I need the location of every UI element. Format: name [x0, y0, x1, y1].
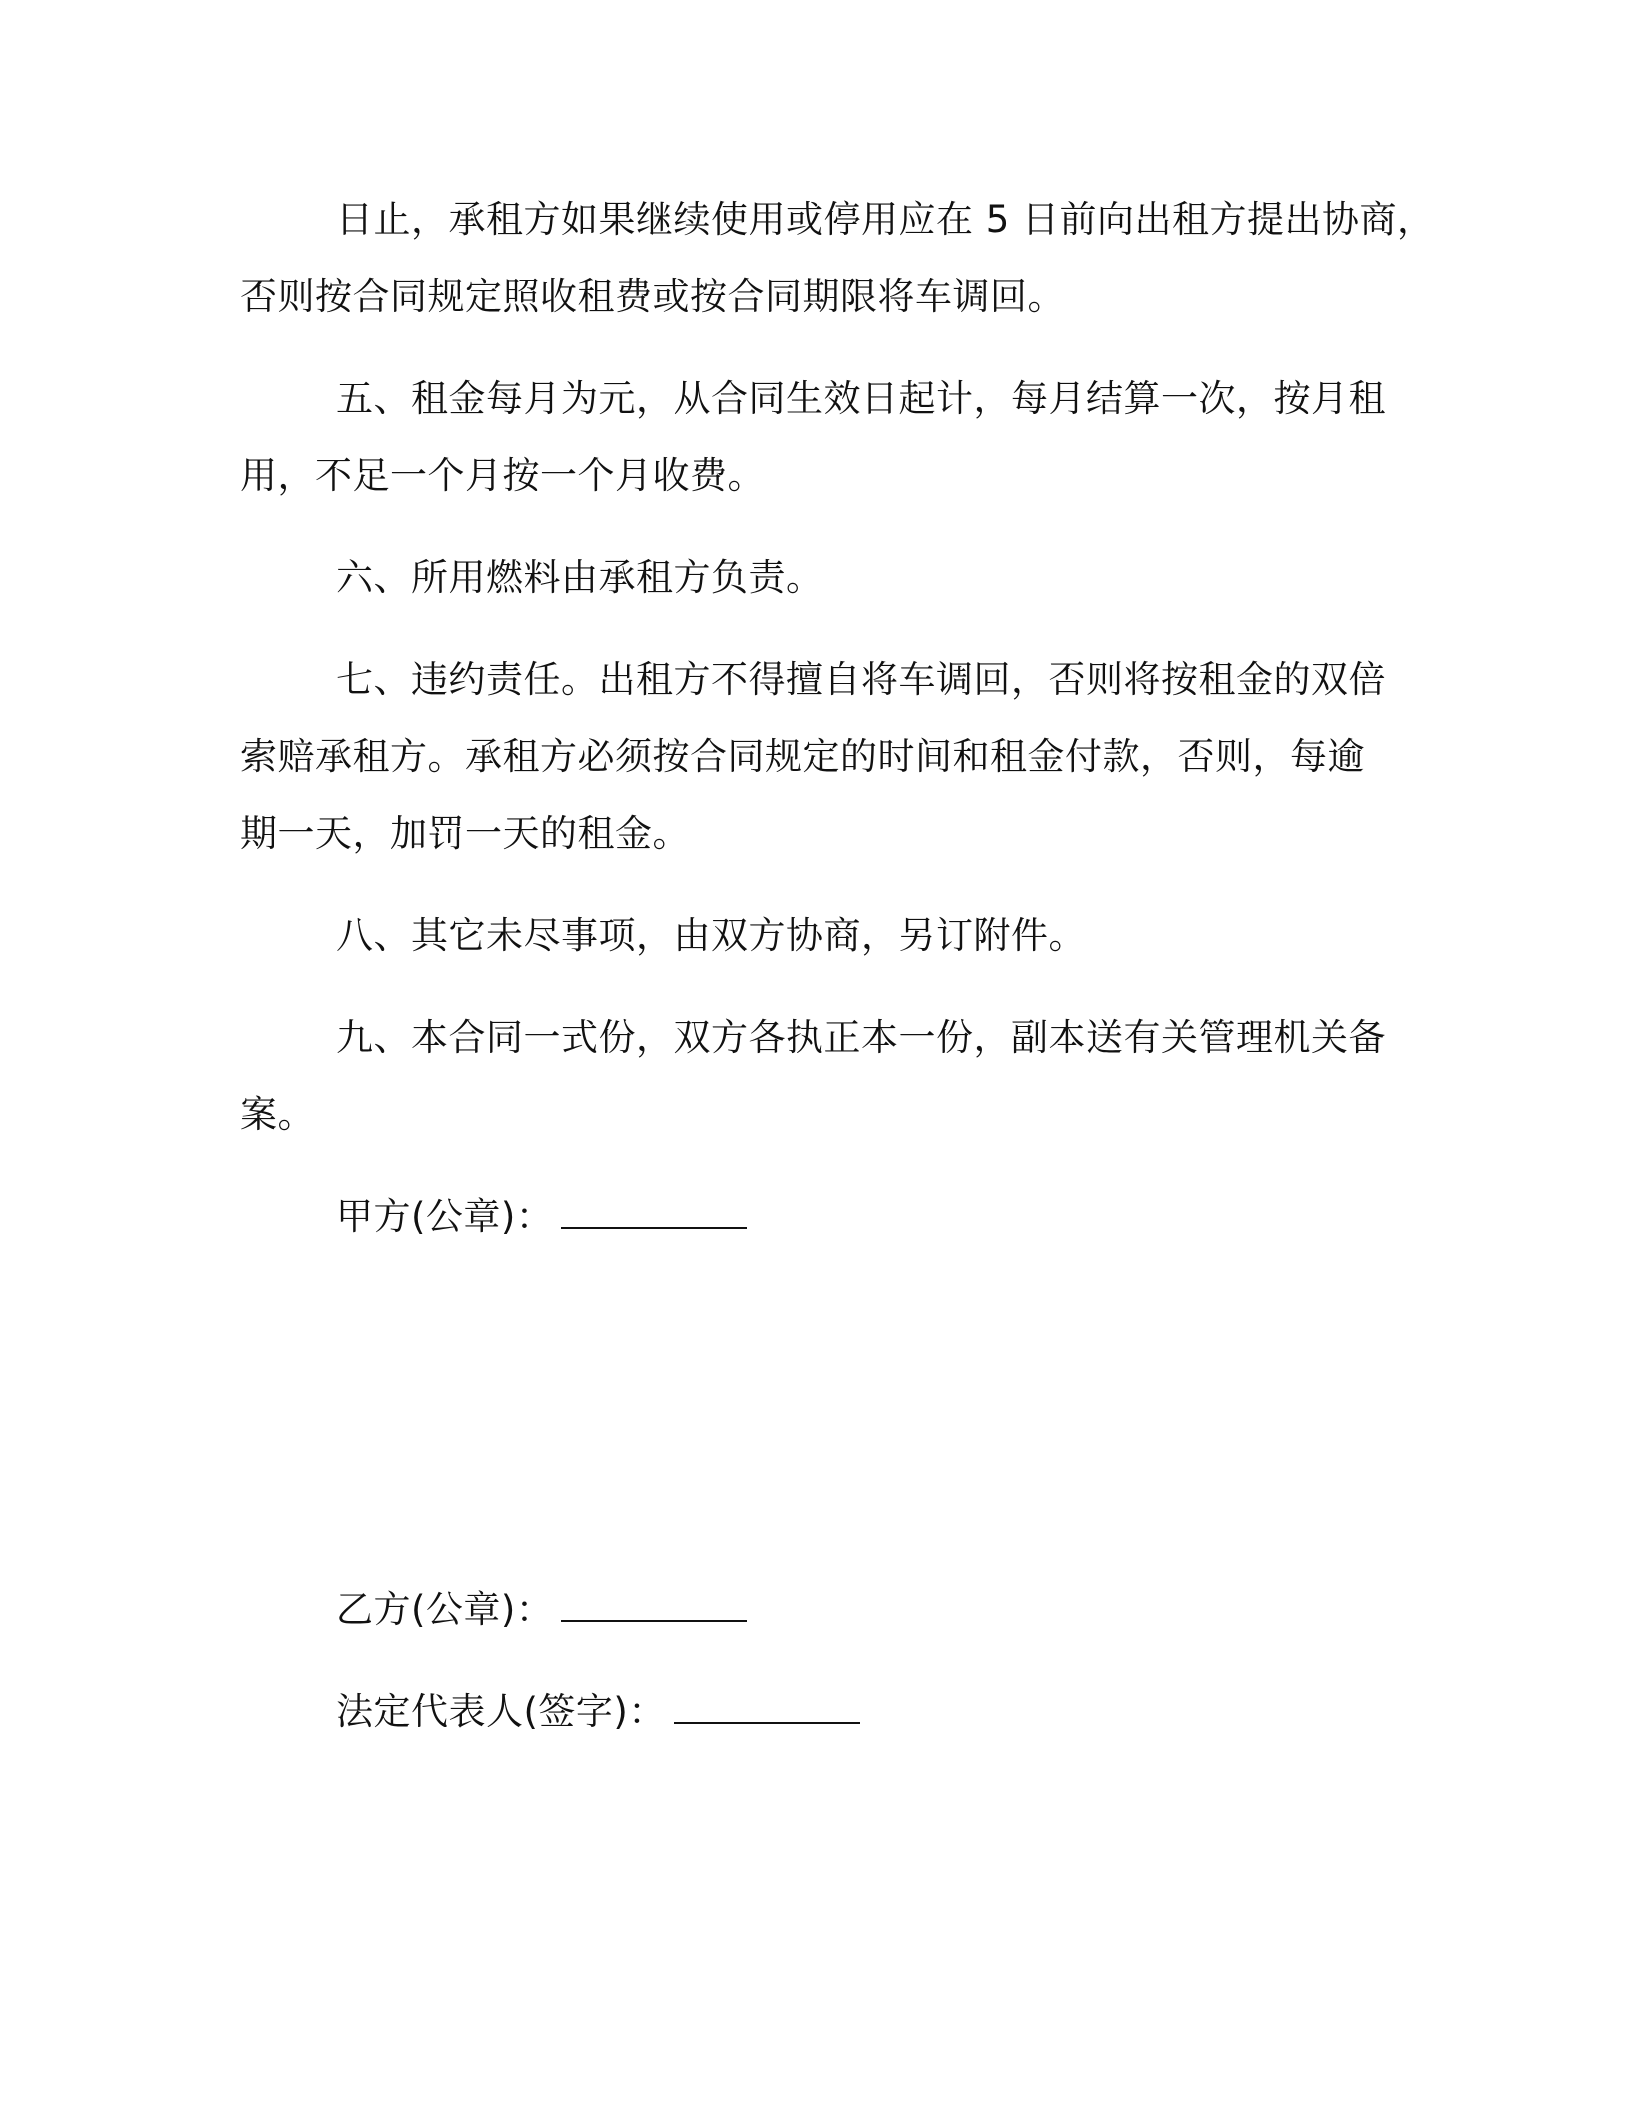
legal-rep-signature [336, 1687, 860, 1737]
paragraph-line: 日止，承租方如果继续使用或停用应在 5 日前向出租方提出协商， [336, 198, 1435, 241]
clause-7-line: 期一天，加罚一天的租金。 [240, 812, 690, 855]
party-a-label: 甲方(公章)： [336, 1195, 554, 1238]
party-a-signature-blank [561, 1195, 747, 1229]
party-a-signature [336, 1192, 747, 1242]
paragraph-line: 否则按合同规定照收租费或按合同期限将车调回。 [240, 275, 1065, 318]
party-b-signature [336, 1585, 747, 1635]
clause-8-line: 八、其它未尽事项，由双方协商，另订附件。 [336, 914, 1086, 957]
party-b-signature-blank [561, 1588, 747, 1622]
clause-6-line: 六、所用燃料由承租方负责。 [336, 556, 824, 599]
legal-rep-signature-blank [674, 1690, 860, 1724]
party-b-label: 乙方(公章)： [336, 1588, 554, 1631]
clause-7-line: 七、违约责任。出租方不得擅自将车调回，否则将按租金的双倍 [336, 658, 1386, 701]
clause-9-line: 案。 [240, 1093, 315, 1136]
clause-7-line: 索赔承租方。承租方必须按合同规定的时间和租金付款，否则，每逾 [240, 735, 1365, 778]
clause-5-line: 五、租金每月为元，从合同生效日起计，每月结算一次，按月租 [336, 377, 1386, 420]
legal-rep-label: 法定代表人(签字)： [336, 1690, 666, 1733]
clause-5-line: 用，不足一个月按一个月收费。 [240, 454, 765, 497]
clause-9-line: 九、本合同一式份，双方各执正本一份，副本送有关管理机关备 [336, 1016, 1386, 1059]
